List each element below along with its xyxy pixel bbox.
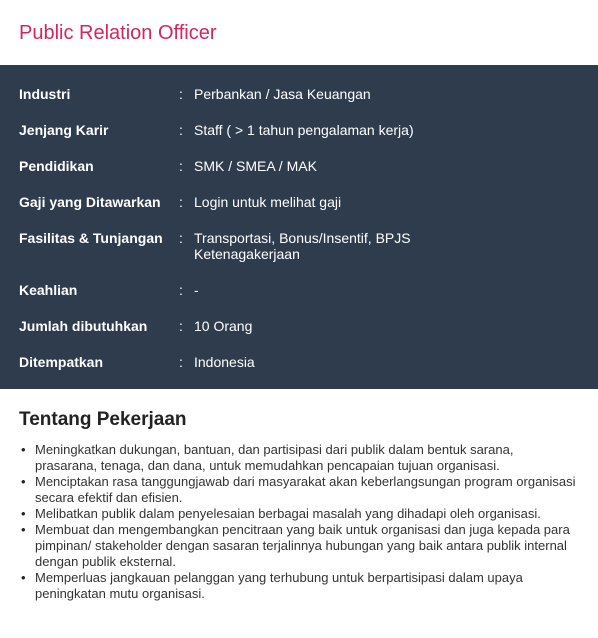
detail-row-pendidikan [0, 158, 598, 174]
detail-row-gaji [0, 194, 598, 210]
about-title: Tentang Pekerjaan [19, 409, 187, 430]
list-item: • Memperluas jangkauan pelanggan yang terhubung untuk berpartisipasi dalam upaya peningkatan mutu organisasi. [19, 570, 579, 602]
detail-label: Keahlian [19, 282, 78, 298]
salary-login-link[interactable]: Login untuk melihat gaji [194, 194, 342, 210]
detail-row-keahlian [0, 282, 598, 298]
list-item: • Membuat dan mengembangkan pencitraan yang baik untuk organisasi dan juga kepada para pimpinan/ stakeholder dengan sasaran terjalinnya hubungan yang baik antara publik internal dengan publik eksternal. [19, 522, 579, 570]
detail-value: Perbankan / Jasa Keuangan [194, 86, 371, 102]
detail-row-jumlah [0, 318, 598, 334]
detail-row-jenjang-karir [0, 122, 598, 138]
detail-value: SMK / SMEA / MAK [194, 158, 317, 174]
detail-label: Gaji yang Ditawarkan [19, 194, 161, 210]
about-section [0, 389, 598, 602]
detail-row-industri [0, 86, 598, 102]
detail-separator: : [179, 122, 183, 138]
job-header [0, 0, 598, 65]
detail-value: 10 Orang [194, 318, 253, 334]
detail-separator: : [179, 282, 183, 298]
detail-separator: : [179, 86, 183, 102]
detail-value: - [194, 282, 199, 298]
list-item: • Melibatkan publik dalam penyelesaian berbagai masalah yang dihadapi oleh organisasi. [19, 506, 579, 522]
list-item: • Meningkatkan dukungan, bantuan, dan partisipasi dari publik dalam bentuk sarana, prasarana, tenaga, dan dana, untuk memudahkan pencapaian tujuan organisasi. [19, 442, 579, 474]
detail-label: Jenjang Karir [19, 122, 109, 138]
about-list [19, 442, 579, 602]
detail-separator: : [179, 354, 183, 370]
detail-label: Jumlah dibutuhkan [19, 318, 148, 334]
detail-separator: : [179, 194, 183, 210]
detail-value: Staff ( > 1 tahun pengalaman kerja) [194, 122, 414, 138]
list-item: • Menciptakan rasa tanggungjawab dari masyarakat akan keberlangsungan program organisasi secara efektif dan efisien. [19, 474, 579, 506]
detail-row-fasilitas [0, 230, 598, 262]
detail-value: Indonesia [194, 354, 255, 370]
detail-value: Transportasi, Bonus/Insentif, BPJS Ketenagakerjaan [194, 230, 411, 262]
detail-label: Ditempatkan [19, 354, 104, 370]
detail-separator: : [179, 230, 183, 246]
detail-label: Industri [19, 86, 71, 102]
detail-label: Pendidikan [19, 158, 94, 174]
detail-separator: : [179, 318, 183, 334]
detail-separator: : [179, 158, 183, 174]
detail-row-ditempatkan [0, 354, 598, 370]
detail-label: Fasilitas & Tunjangan [19, 230, 163, 246]
job-title: Public Relation Officer [19, 22, 217, 44]
job-details-panel [0, 65, 598, 389]
